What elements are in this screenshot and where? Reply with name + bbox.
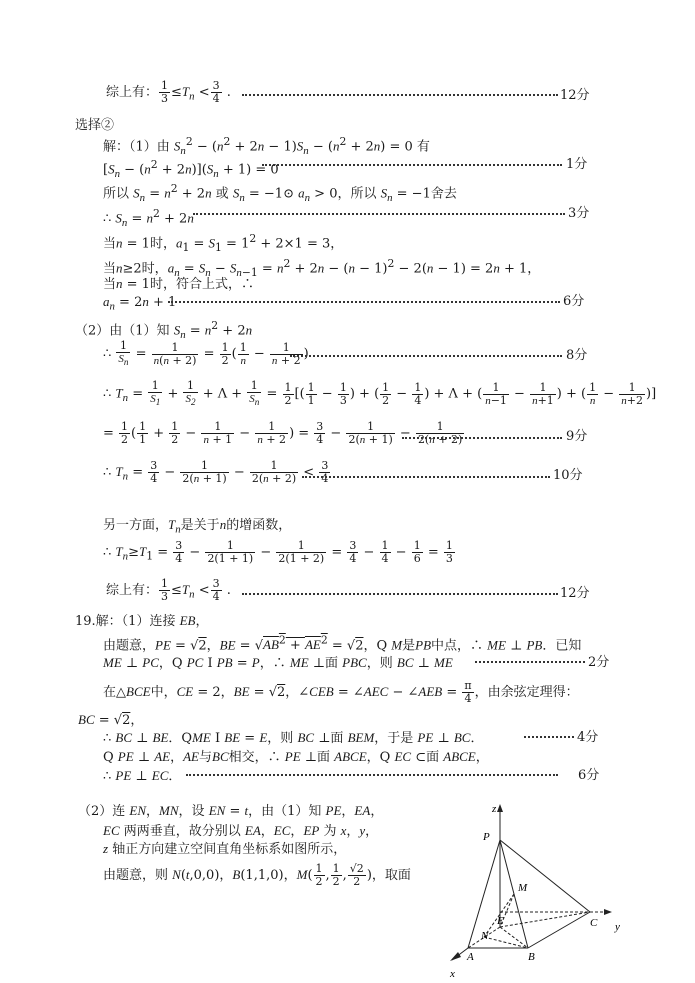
dot-leader: [262, 164, 562, 166]
score-label: 8分: [566, 348, 588, 363]
conclusion-line-2: 综上有： $\frac{1}{3}$ $\le T_n$ < $\frac{3}{4}$ .: [106, 577, 231, 603]
solution-line-2: $[S_n - (n^2 + 2n)](S_n + 1) = 0$: [103, 158, 279, 180]
solution-line-5: 当n = 1时，$a_1 = S_1 = 1^2 + 2\times 1 = 3$，: [103, 232, 344, 254]
p19-line-4: BC = √2，: [78, 712, 144, 728]
label-A: A: [467, 951, 474, 963]
solution-line-1: 解：（1）由 $S_n^2 - (n^2 + 2n - 1)S_n - (n^2 + 2n) = 0$ 有: [103, 135, 430, 157]
label-z: z: [492, 803, 497, 815]
label-M: M: [518, 882, 528, 894]
problem-19-heading: 19.解：（1）连接 EB，: [75, 613, 209, 629]
dot-leader: [475, 661, 585, 663]
label-y: y: [615, 921, 620, 933]
score-label: 4分: [577, 730, 599, 745]
score-label: 10分: [553, 468, 583, 483]
lower-bound-line: ∴ $T_n\ge T_1$ = $\frac{3}{4}$ − $\frac{1}{2(1 + 1)}$ − $\frac{1}{2(1 + 2)}$ = $\frac{3}{4}$ − $\frac{1}{4}$ − $\frac{1}{6}$ = $\frac{1}{3}$: [103, 539, 453, 565]
score-label: 2分: [588, 655, 610, 670]
option-2-heading: 选择②: [75, 118, 115, 133]
label-E: E: [497, 915, 504, 927]
telescoping-sum-line: ∴ $T_n$ = $\frac{1}{S_1}$ + $\frac{1}{S_2}$ + Λ + $\frac{1}{S_n}$ = $\frac{1}{2}$ [( $\frac{1}{1}$ − $\frac{1}{3}$ ) + ( $\frac{1}{2}$ − $\frac{1}{4}$ ) + Λ + ( $\frac{1}{n-1}$ − $\frac{1}{n+1}$ ) + ( $\frac{1}{n}$ − $\frac{1}{n+2}$ )]: [103, 379, 657, 408]
increasing-note-line: 另一方面，$T_n$是关于n的增函数，: [103, 517, 292, 536]
z-axis-arrow: [497, 804, 503, 812]
score-label: 9分: [566, 429, 588, 444]
p19-part2-line-3: z 轴正方向建立空间直角坐标系如图所示，: [103, 841, 347, 857]
p19-part2-line-4: 由题意，则 N(t,0,0)，B(1,1,0)，M( $\frac{1}{2}$ , $\frac{1}{2}$ , $\frac{√2}{2}$ )，取面: [103, 862, 411, 888]
simplified-sum-line: = $\frac{1}{2}$ ( $\frac{1}{1}$ + $\frac{1}{2}$ − $\frac{1}{n + 1}$ − $\frac{1}{n + 2}$ ) = $\frac{3}{4}$ − $\frac{1}{2(n + 1)}$ − $\frac{1}{2(n + 2)}$: [103, 420, 463, 446]
reciprocal-line: ∴ $\frac{1}{S_n}$ = $\frac{1}{n(n + 2)}$ = $\frac{1}{2}$ ( $\frac{1}{n}$ − $\frac{1}{n + 2}$ ): [103, 339, 309, 368]
dot-leader: [186, 774, 558, 776]
dot-leader: [242, 593, 558, 595]
solution-line-6: 当n≥2时，$a_n = S_n - S_{n-1} = n^2 + 2n - (n - 1)^2 - 2(n - 1) = 2n + 1$，: [103, 257, 541, 279]
pyramid-coordinate-figure: [440, 800, 640, 980]
tn-bound-line: ∴ $T_n$ = $\frac{3}{4}$ − $\frac{1}{2(n + 1)}$ − $\frac{1}{2(n + 2)}$ < $\frac{3}{4}$: [103, 459, 329, 485]
dot-leader: [168, 301, 560, 303]
p19-line-5: ∴ BC ⊥ BE．QME I BE = E，则 BC ⊥面 BEM，于是 PE ⊥ BC．: [103, 730, 484, 746]
p19-part2-line-2: EC 两两垂直，故分别以 EA，EC，EP 为 x，y，: [103, 823, 379, 839]
p19-part2-line-1: （2）连 EN，MN，设 EN = t，由（1）知 PE，EA，: [78, 803, 384, 819]
score-label: 12分: [560, 88, 590, 103]
score-label: 6分: [578, 768, 600, 783]
solution-line-4: ∴ $S_n = n^2 + 2n$: [103, 207, 194, 229]
conclusion-line-1: 综上有： $\frac{1}{3}$ $\le T_n$ < $\frac{3}{4}$ .: [106, 79, 231, 105]
score-label: 12分: [560, 586, 590, 601]
p19-line-6: Q PE ⊥ AE，AE与BC相交，∴ PE ⊥面 ABCE，Q EC ⊂面 ABCE，: [103, 749, 489, 765]
label-x: x: [450, 968, 455, 980]
y-axis-arrow: [604, 909, 612, 915]
p19-line-1: 由题意，PE = √2，BE = $√AB^2 + AE^2 = √2$，Q M是PB中点，∴ ME ⊥ PB．已知: [103, 634, 582, 654]
score-label: 1分: [566, 157, 588, 172]
score-label: 6分: [563, 294, 585, 309]
score-label: 3分: [568, 206, 590, 221]
label-P: P: [483, 831, 490, 843]
dot-leader: [524, 736, 574, 738]
p19-line-3: 在△BCE中，CE = 2，BE = √2，∠CEB = ∠AEC − ∠AEB = $\frac{\pi}{4}$ ，由余弦定理得：: [103, 679, 579, 705]
p19-line-2: ME ⊥ PC，Q PC I PB = P，∴ ME ⊥面 PBC，则 BC ⊥ ME: [103, 655, 453, 671]
label-B: B: [528, 951, 535, 963]
solution-line-8: $a_n = 2n + 1$: [103, 294, 177, 313]
p19-line-7: ∴ PE ⊥ EC．: [103, 768, 182, 784]
dot-leader: [193, 213, 565, 215]
label-C: C: [590, 917, 598, 929]
dot-leader: [302, 476, 550, 478]
label-N: N: [481, 930, 489, 942]
dot-leader: [402, 437, 562, 439]
x-axis-arrow: [450, 952, 461, 961]
edge-BC: [528, 912, 590, 948]
edge-PC: [500, 840, 590, 912]
solution-line-3: 所以 $S_n = n^2 + 2n$ 或 $S_n$ = −1⊙ $a_n > 0$，所以 $S_n = -1$舍去: [103, 182, 457, 204]
dot-leader: [290, 355, 562, 357]
dot-leader: [242, 94, 558, 96]
solution-line-7: 当n = 1时，符合上式，∴: [103, 276, 254, 292]
part-2-line: （2）由（1）知 $S_n = n^2 + 2n$: [75, 319, 253, 341]
